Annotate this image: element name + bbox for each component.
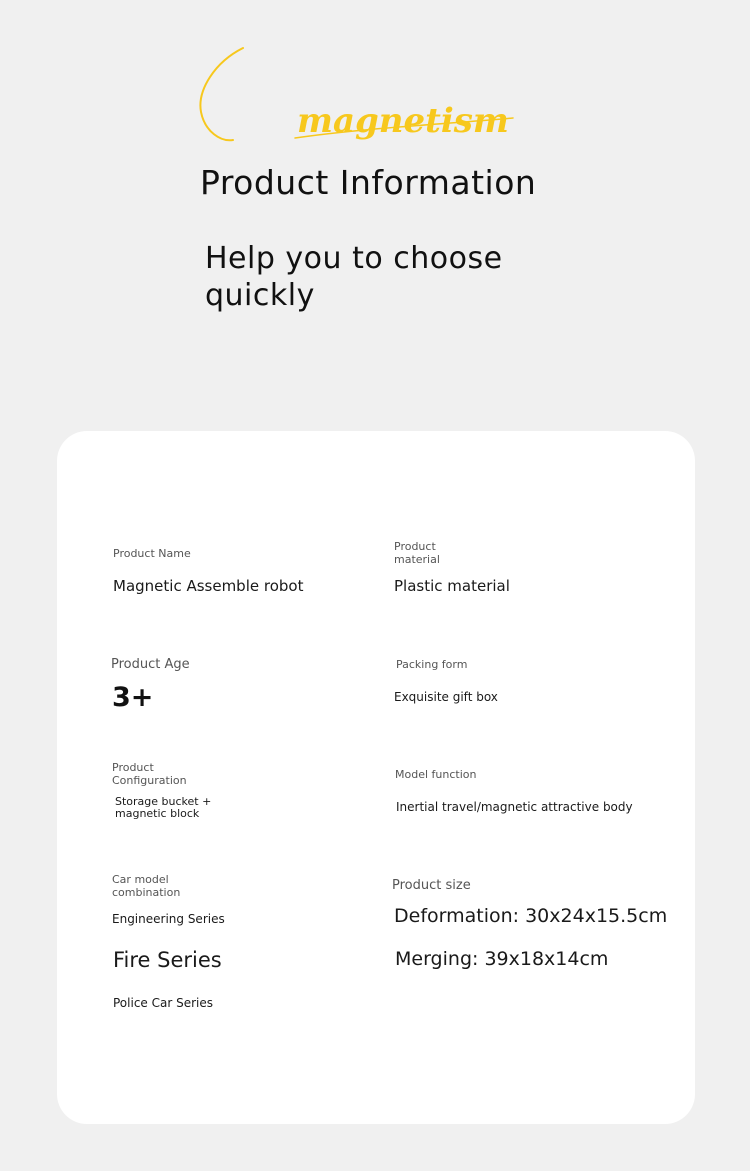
logo-word: magnetism xyxy=(297,101,509,141)
product-material-label: Product material xyxy=(394,540,440,566)
product-size-deformation: Deformation: 30x24x15.5cm xyxy=(394,905,668,927)
car-model-item-police: Police Car Series xyxy=(113,996,213,1010)
product-configuration-label: Product Configuration xyxy=(112,761,187,787)
product-size-merging: Merging: 39x18x14cm xyxy=(395,948,609,970)
product-name-label: Product Name xyxy=(113,547,191,560)
magnetism-logo xyxy=(195,40,525,150)
logo-swoosh xyxy=(200,48,243,140)
page-subtitle: Help you to choose quickly xyxy=(205,241,503,313)
product-material-value: Plastic material xyxy=(394,577,510,595)
product-name-value: Magnetic Assemble robot xyxy=(113,577,304,595)
product-age-value: 3+ xyxy=(112,682,154,713)
model-function-value: Inertial travel/magnetic attractive body xyxy=(396,800,633,814)
car-model-combination-label: Car model combination xyxy=(112,873,181,899)
product-configuration-value: Storage bucket + magnetic block xyxy=(115,795,212,820)
model-function-label: Model function xyxy=(395,768,477,781)
car-model-item-engineering: Engineering Series xyxy=(112,912,225,926)
packing-form-value: Exquisite gift box xyxy=(394,690,498,704)
car-model-item-fire: Fire Series xyxy=(113,948,222,972)
product-age-label: Product Age xyxy=(111,657,190,672)
page-title: Product Information xyxy=(200,163,537,202)
packing-form-label: Packing form xyxy=(396,658,468,671)
product-size-label: Product size xyxy=(392,878,471,893)
